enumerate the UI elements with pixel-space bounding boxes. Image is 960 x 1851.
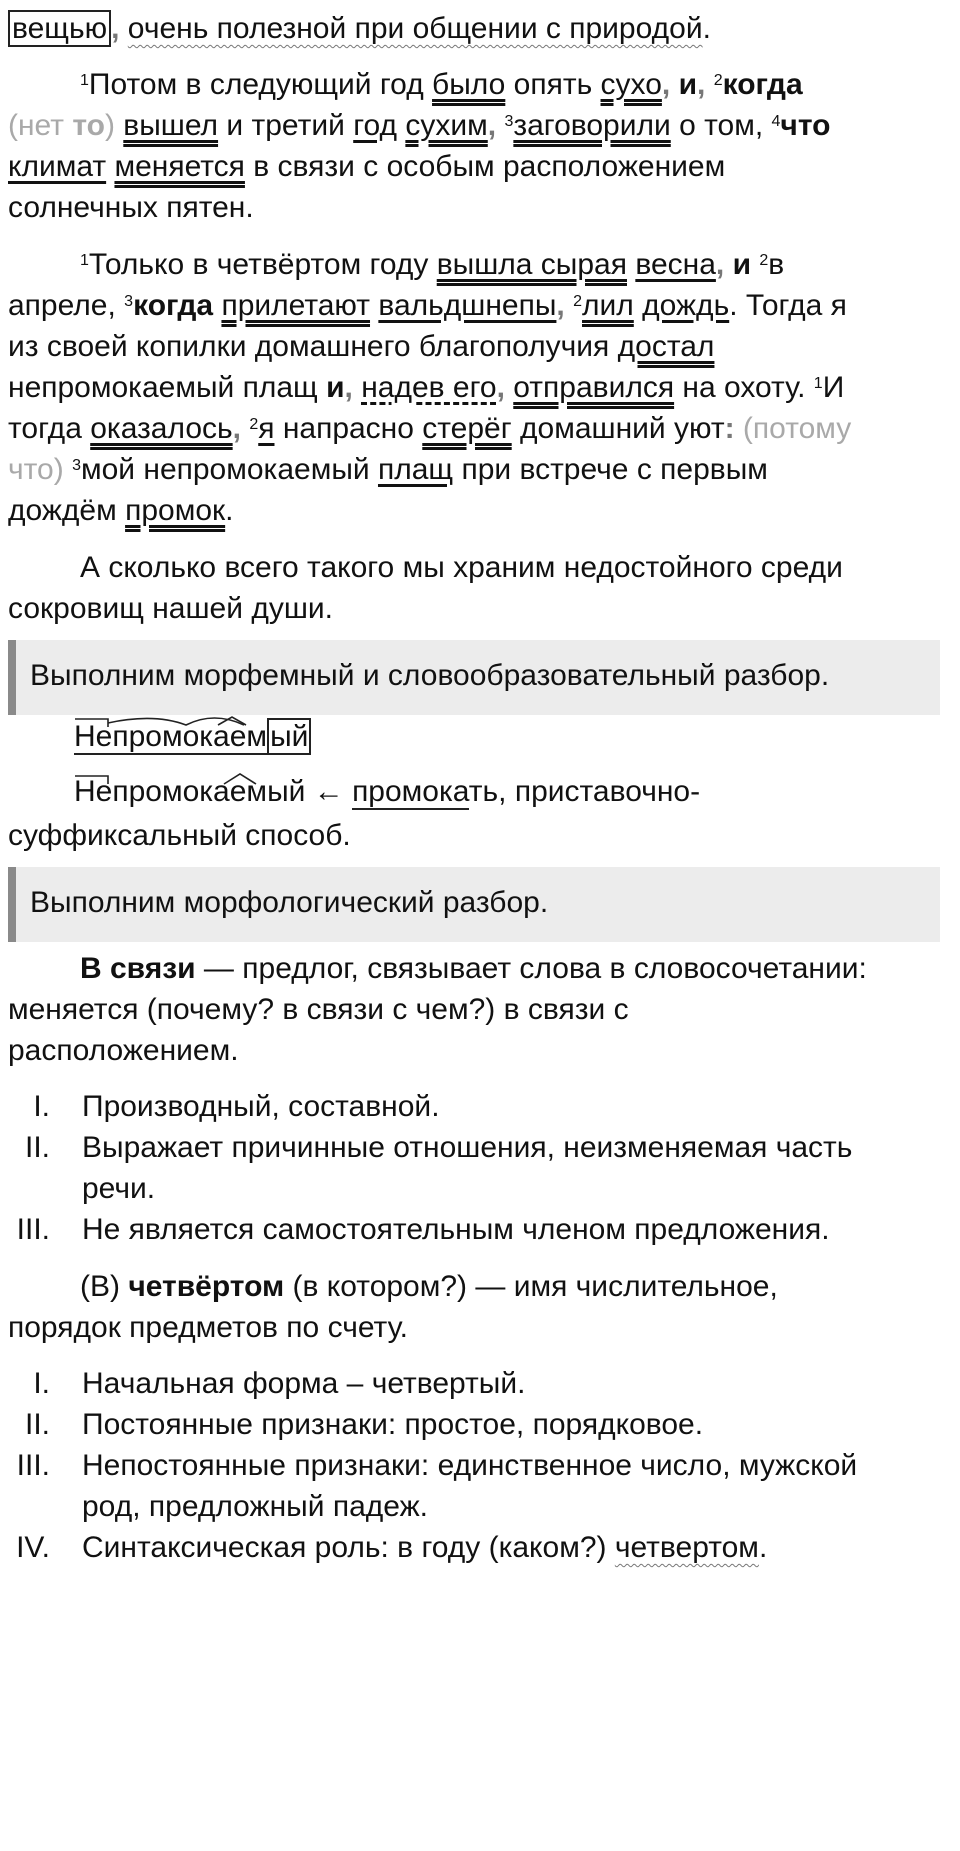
- conjunction: когда: [722, 68, 803, 101]
- analyzed-word: четвёртом: [128, 1270, 285, 1303]
- paragraph-5-line-2: [8, 1303, 948, 1352]
- text: о том,: [670, 109, 772, 142]
- subject: плащ: [377, 453, 454, 486]
- analyzed-word: В связи: [80, 952, 196, 985]
- list-number: II.: [24, 1408, 50, 1441]
- omitted-word: (нет: [8, 109, 73, 142]
- predicate: меняется: [114, 150, 245, 183]
- predicate: сухим: [405, 109, 488, 142]
- predicate: стерёг: [422, 412, 512, 445]
- text: меняется (почему? в связи с чем?) в связи с: [8, 993, 629, 1026]
- text: . Тогда я: [729, 289, 847, 322]
- list-text: Начальная форма – четвертый.: [82, 1367, 526, 1400]
- participle-phrase: надев его: [361, 371, 497, 404]
- derived-word-ending: ый: [267, 775, 306, 808]
- text: солнечных пятен.: [8, 191, 254, 224]
- predicate: вышел: [123, 109, 219, 142]
- comma-mark: ,: [661, 68, 671, 101]
- text: апреле,: [8, 289, 125, 322]
- omitted-word: что): [8, 453, 64, 486]
- list-text: Производный, составной.: [82, 1090, 440, 1123]
- list-text: Непостоянные признаки: единственное число, мужской: [82, 1449, 858, 1482]
- conjunction: когда: [133, 289, 214, 322]
- predicate: прилетают: [221, 289, 371, 322]
- predicate: лил: [582, 289, 634, 322]
- paragraph-4-line-3: [8, 1026, 948, 1075]
- derivation-arrow: ←: [305, 775, 353, 808]
- colon-mark: :: [724, 412, 735, 445]
- list-number: IV.: [16, 1531, 50, 1564]
- text: суффиксальный способ.: [8, 819, 351, 852]
- predicate: оказалось: [90, 412, 233, 445]
- text: (в котором?) — имя числительное,: [284, 1270, 778, 1303]
- text: расположением.: [8, 1034, 239, 1067]
- text: сокровищ нашей души.: [8, 592, 333, 625]
- section-heading-morphological: [8, 867, 940, 942]
- text: дождём: [8, 494, 126, 527]
- base-word-stem: промока: [352, 775, 469, 808]
- clause-number: 2: [759, 252, 769, 269]
- text: А сколько всего такого мы храним недостойного среди: [80, 551, 843, 584]
- comma-mark: ,: [556, 289, 565, 322]
- text: непромокаемый плащ: [8, 371, 327, 404]
- text: (В): [80, 1270, 129, 1303]
- text: на охоту.: [674, 371, 814, 404]
- clause-number: 2: [713, 72, 723, 89]
- text: домашний уют: [511, 412, 725, 445]
- text: — предлог, связывает слова в словосочетании:: [195, 952, 867, 985]
- morpheme-diagram-2: [74, 772, 700, 812]
- comma-mark: ,: [496, 371, 505, 404]
- morpheme-diagram-1: [74, 717, 311, 757]
- clause-number: 2: [573, 293, 583, 310]
- paragraph-3-line-2: [8, 584, 948, 633]
- list-text: Постоянные признаки: простое, порядковое.: [82, 1408, 704, 1441]
- comma-mark: ,: [697, 68, 706, 101]
- text: ть, приставочно-: [468, 775, 701, 808]
- conjunction: и: [326, 371, 345, 404]
- paragraph-2-line-7: [8, 486, 948, 535]
- clause-number: 3: [72, 457, 81, 474]
- derived-word: Непромокаем: [74, 775, 268, 808]
- clause-number: 4: [771, 113, 781, 130]
- list-number: III.: [16, 1213, 50, 1246]
- text: .: [225, 494, 234, 527]
- clause-number: 1: [80, 252, 89, 269]
- subject: дождь: [642, 289, 730, 322]
- clause-number: 1: [80, 72, 89, 89]
- period: .: [758, 1531, 768, 1564]
- morpheme-diagram-2-line-2: [8, 811, 948, 860]
- list-text: речи.: [82, 1172, 156, 1205]
- list-number: III.: [16, 1449, 50, 1482]
- clause-number: 1: [813, 375, 823, 392]
- text: напрасно: [274, 412, 423, 445]
- clause-number: 3: [504, 113, 514, 130]
- paragraph-continuation: [8, 4, 948, 53]
- text: в связи с особым расположением: [244, 150, 726, 183]
- subject: год: [353, 109, 398, 142]
- comma-mark: ,: [487, 109, 497, 142]
- list-number: II.: [24, 1131, 50, 1164]
- text: порядок предметов по счету.: [8, 1311, 408, 1344]
- text: И: [822, 371, 845, 404]
- text: и третий: [218, 109, 354, 142]
- list-text: род, предложный падеж.: [82, 1490, 429, 1523]
- text: опять: [505, 68, 601, 101]
- text: тогда: [8, 412, 91, 445]
- conjunction: и: [670, 68, 698, 101]
- wavy-underlined-phrase: очень полезной при общении с природой: [127, 12, 703, 45]
- paragraph-1-line-4: [8, 183, 948, 232]
- predicate: достал: [617, 330, 715, 363]
- clause-number: 2: [249, 416, 259, 433]
- morpheme-ending: ый: [267, 718, 311, 755]
- section-title: Выполним морфемный и словообразовательный разбор.: [30, 659, 830, 692]
- subject: вальдшнепы: [378, 289, 557, 322]
- subject: весна: [635, 248, 716, 281]
- conjunction: и: [724, 248, 760, 281]
- text: Синтаксическая роль: в году (каком?): [82, 1531, 615, 1564]
- text: Потом в следующий год: [88, 68, 433, 101]
- predicate: заговорили: [513, 109, 671, 142]
- section-title: Выполним морфологический разбор.: [30, 886, 549, 919]
- comma-mark: ,: [715, 248, 725, 281]
- section-heading-morphemic: [8, 640, 940, 715]
- subject: я: [258, 412, 275, 445]
- text: мой непромокаемый: [80, 453, 378, 486]
- predicate: сухо: [600, 68, 662, 101]
- omitted-word: ): [104, 109, 115, 142]
- list-text: [82, 1523, 767, 1572]
- comma-mark: ,: [111, 12, 120, 45]
- wavy-underlined-word: четвертом: [614, 1531, 759, 1564]
- morpheme-word-stem: Непромокаем: [74, 720, 268, 753]
- text: из своей копилки домашнего благополучия: [8, 330, 618, 363]
- predicate: промок: [125, 494, 226, 527]
- omitted-word: то: [72, 109, 105, 142]
- comma-mark: ,: [232, 412, 241, 445]
- list-number: I.: [33, 1090, 50, 1123]
- predicate: было: [432, 68, 506, 101]
- predicate: отправился: [513, 371, 675, 404]
- list-text: Выражает причинные отношения, неизменяемая часть: [82, 1131, 853, 1164]
- conjunction: что: [780, 109, 831, 142]
- boxed-word: вещью: [8, 10, 111, 47]
- comma-mark: ,: [344, 371, 353, 404]
- predicate: вышла сырая: [436, 248, 627, 281]
- text: в: [768, 248, 785, 281]
- list-text: Не является самостоятельным членом предложения.: [82, 1213, 830, 1246]
- text: Только в четвёртом году: [88, 248, 437, 281]
- clause-number: 3: [124, 293, 134, 310]
- omitted-word: (потому: [734, 412, 852, 445]
- list-number: I.: [33, 1367, 50, 1400]
- subject: климат: [8, 150, 107, 183]
- text: при встрече с первым: [453, 453, 768, 486]
- period: .: [702, 12, 711, 45]
